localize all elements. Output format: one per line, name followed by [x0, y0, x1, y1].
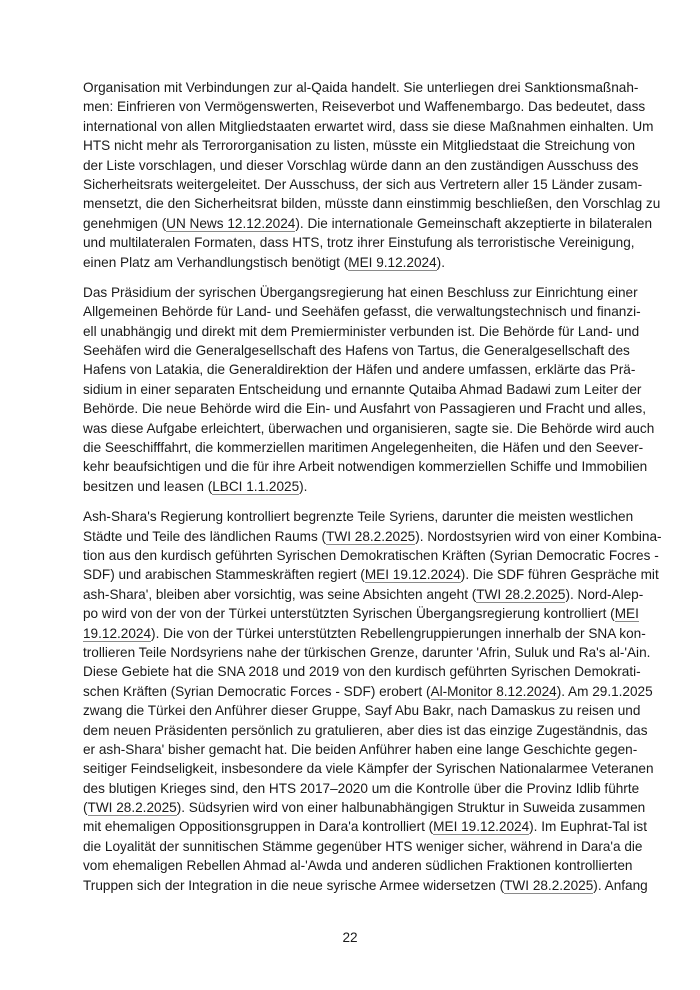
text-line	[83, 283, 638, 302]
text-segment: sidium in einer separaten Entscheidung und ernannte Qutaiba Ahmad Badawi zum Leiter der	[83, 381, 642, 397]
text-segment: ). Die von der Türkei unterstützten Rebellengruppierungen innerhalb der SNA kon-	[151, 625, 646, 641]
text-line	[83, 643, 651, 662]
text-line	[83, 477, 617, 496]
text-line	[83, 604, 639, 623]
text-segment: ). Nord-Alep-	[565, 586, 644, 602]
text-line	[83, 419, 655, 438]
text-segment: tion aus den kurdisch geführten Syrischen Demokratischen Kräften (Syrian Democratic Focres -	[83, 547, 659, 563]
text-segment: ).	[436, 254, 445, 270]
text-line	[83, 360, 636, 379]
text-line	[83, 624, 646, 643]
text-segment: Diese Gebiete hat die SNA 2018 und 2019 von den kurdisch geführten Syrischen Demokrati-	[83, 664, 641, 680]
text-line	[83, 585, 644, 604]
citation-link[interactable]: UN News 12.12.2024	[166, 215, 296, 231]
text-segment: des blutigen Krieges sind, den HTS 2017–2020 um die Kontrolle über die Provinz Idlib führte	[83, 780, 640, 796]
text-line	[83, 798, 646, 817]
text-line	[83, 97, 646, 116]
text-segment: ). Im Euphrat-Tal ist	[529, 819, 647, 835]
text-segment: Ash-Shara's Regierung kontrolliert begrenzte Teile Syriens, darunter die meisten westlichen	[83, 509, 634, 525]
text-segment: Allgemeinen Behörde für Land- und Seehäfen gefasst, die verwaltungstechnisch und finanzi-	[83, 304, 641, 320]
text-segment: Hafens von Latakia, die Generaldirektion der Häfen und andere umfassen, erklärte das Prä-	[83, 362, 636, 378]
citation-link[interactable]: MEI	[614, 606, 639, 622]
citation-link[interactable]: TWI 28.2.2025	[504, 877, 594, 893]
text-line	[83, 721, 648, 740]
document-body	[83, 78, 662, 906]
text-segment: po wird von der von der Türkei unterstützten Syrischen Übergangsregierung kontrolliert (	[83, 606, 615, 622]
text-segment: ell unabhängig und direkt mit dem Premierminister verbunden ist. Die Behörde für Land- und	[83, 323, 640, 339]
text-segment: ). Nordostsyrien wird von einer Kombina-	[415, 528, 662, 544]
text-line	[83, 876, 648, 895]
text-segment: ). Die internationale Gemeinschaft akzeptierte in bilateralen	[295, 215, 653, 231]
text-line	[83, 817, 647, 836]
paragraph	[83, 78, 661, 272]
citation-link[interactable]: MEI 9.12.2024	[348, 254, 437, 270]
text-segment: Behörde. Die neue Behörde wird die Ein- und Ausfahrt von Passagieren und Fracht und alles,	[83, 401, 646, 417]
text-line	[83, 779, 640, 798]
text-line	[83, 302, 641, 321]
text-segment: SDF) und arabischen Stammeskräften regiert (	[83, 567, 365, 583]
text-segment: besitzen und leasen (	[83, 478, 213, 494]
text-segment: ). Südsyrien wird von einer halbunabhängigen Struktur in Suweida zusammen	[176, 800, 646, 816]
citation-link[interactable]: TWI 28.2.2025	[326, 528, 416, 544]
text-line	[83, 662, 641, 681]
text-segment: was diese Aufgabe erleichtert, überwachen und organisieren, sagte sie. Die Behörde wird auch	[83, 420, 655, 436]
text-line	[83, 740, 638, 759]
text-line	[83, 233, 635, 252]
text-line	[83, 438, 644, 457]
text-segment: Städte und Teile des ländlichen Raums (	[83, 528, 327, 544]
text-segment: schen Kräften (Syrian Democratic Forces - SDF) erobert (	[83, 683, 431, 699]
text-segment: die Seeschifffahrt, die kommerziellen maritimen Angelegenheiten, die Häfen und den Seever-	[83, 440, 644, 456]
text-line	[83, 117, 654, 136]
citation-link[interactable]: MEI 19.12.2024	[433, 819, 530, 835]
text-segment: Sicherheitsrats weitergeleitet. Der Ausschuss, der sich aus Vertretern aller 15 Länder zusam-	[83, 176, 643, 192]
text-line	[83, 546, 659, 565]
text-segment: dem neuen Präsidenten persönlich zu gratulieren, aber dies ist das einzige Zugeständnis, das	[83, 722, 648, 738]
text-line	[83, 565, 659, 584]
text-line	[83, 457, 648, 476]
text-line	[83, 682, 653, 701]
citation-link[interactable]: Al-Monitor 8.12.2024	[430, 683, 557, 699]
text-segment: genehmigen (	[83, 215, 167, 231]
text-segment: mit ehemaligen Oppositionsgruppen in Dara'a kontrolliert (	[83, 819, 434, 835]
text-segment: einen Platz am Verhandlungstisch benötigt (	[83, 254, 349, 270]
text-line	[83, 701, 641, 720]
text-line	[83, 214, 653, 233]
citation-link[interactable]: LBCI 1.1.2025	[212, 478, 300, 494]
paragraph	[83, 283, 655, 496]
text-segment: HTS nicht mehr als Terrororganisation zu listen, müsste ein Mitgliedstaat die Streichung von	[83, 138, 636, 154]
text-line	[83, 341, 630, 360]
text-line	[83, 156, 639, 175]
text-segment: seitiger Feindseligkeit, insbesondere da viele Kämpfer der Syrischen Nationalarmee Veteranen	[83, 761, 654, 777]
text-segment: und multilateralen Formaten, dass HTS, trotz ihrer Einstufung als terroristische Vereinigung,	[83, 235, 635, 251]
text-segment: trollieren Teile Nordsyriens nahe der türkischen Grenze, darunter 'Afrin, Suluk und Ra's al-'Ain.	[83, 644, 651, 660]
text-segment: ). Anfang	[593, 877, 648, 893]
text-line	[83, 507, 634, 526]
text-line	[83, 856, 633, 875]
text-segment: zwang die Türkei den Anführer dieser Gruppe, Sayf Abu Bakr, nach Damaskus zu reisen und	[83, 703, 641, 719]
text-segment: ash-Shara', bleiben aber vorsichtig, was seine Absichten angeht (	[83, 586, 477, 602]
text-line	[83, 175, 643, 194]
text-segment: vom ehemaligen Rebellen Ahmad al-'Awda und anderen südlichen Fraktionen kontrollierten	[83, 858, 633, 874]
text-line	[83, 759, 654, 778]
citation-link[interactable]: 19.12.2024	[83, 625, 152, 641]
citation-link[interactable]: MEI 19.12.2024	[364, 567, 461, 583]
text-segment: mensetzt, die den Sicherheitsrat bilden, müsste dann einstimmig beschließen, den Vorschlag zu	[83, 196, 661, 212]
text-segment: Seehäfen wird die Generalgesellschaft des Hafens von Tartus, die Generalgesellschaft des	[83, 343, 630, 359]
text-segment: er ash-Shara' bisher gemacht hat. Die beiden Anführer haben eine lange Geschichte gegen-	[83, 741, 638, 757]
text-segment: ). Die SDF führen Gespräche mit	[460, 567, 659, 583]
text-line	[83, 78, 639, 97]
citation-link[interactable]: TWI 28.2.2025	[87, 800, 177, 816]
text-line	[83, 380, 642, 399]
text-line	[83, 399, 646, 418]
text-segment: (	[83, 800, 88, 816]
text-line	[83, 194, 661, 213]
text-line	[83, 837, 643, 856]
text-segment: international von allen Mitgliedstaaten erwartet wird, dass sie diese Maßnahmen einhalten. Um	[83, 118, 654, 134]
text-segment: ). Am 29.1.2025	[556, 683, 653, 699]
page-number: 22	[342, 930, 358, 945]
text-line	[83, 322, 640, 341]
text-segment: der Liste vorschlagen, und dieser Vorschlag würde dann an den zuständigen Ausschuss des	[83, 157, 639, 173]
text-segment: Organisation mit Verbindungen zur al-Qaida handelt. Sie unterliegen drei Sanktionsmaßnah-	[83, 80, 639, 95]
text-segment: ).	[299, 478, 308, 494]
text-line	[83, 253, 617, 272]
text-segment: die Loyalität der sunnitischen Stämme gegenüber HTS weniger sicher, während in Dara'a die	[83, 838, 643, 854]
text-segment: kehr beaufsichtigen und die für ihre Arbeit notwendigen kommerziellen Schiffe und Immobilien	[83, 459, 648, 475]
text-segment: Das Präsidium der syrischen Übergangsregierung hat einen Beschluss zur Einrichtung einer	[83, 284, 638, 300]
text-line	[83, 136, 636, 155]
text-segment: men: Einfrieren von Vermögenswerten, Reiseverbot und Waffenembargo. Das bedeutet, dass	[83, 99, 646, 115]
text-line	[83, 527, 662, 546]
text-segment: Truppen sich der Integration in die neue syrische Armee widersetzen (	[83, 877, 505, 893]
citation-link[interactable]: TWI 28.2.2025	[476, 586, 566, 602]
paragraph	[83, 507, 662, 895]
